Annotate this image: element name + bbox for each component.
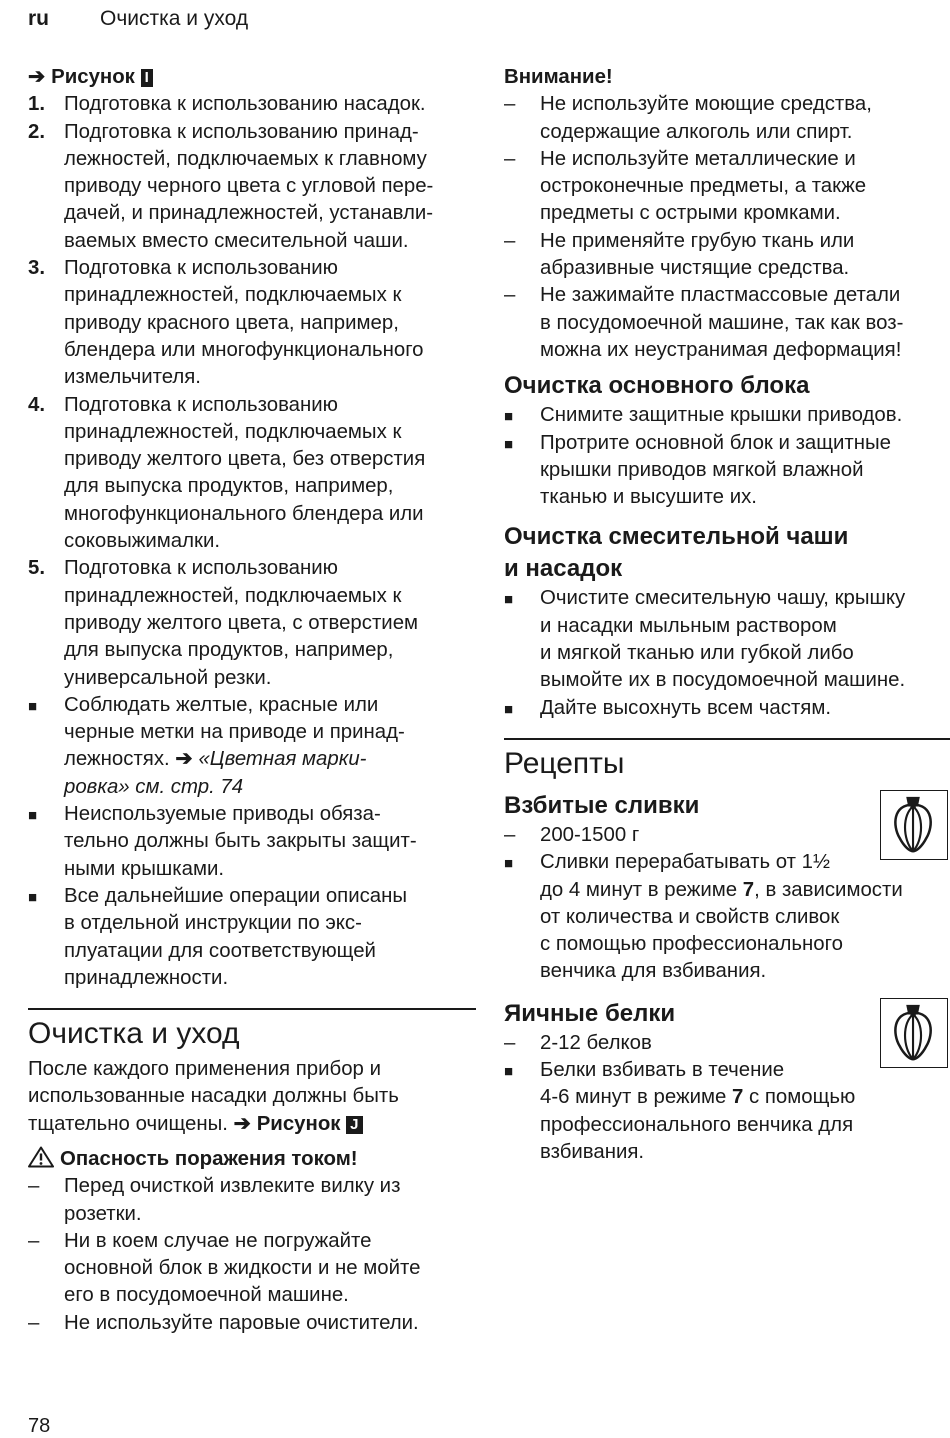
recipe-title: Взбитые сливки <box>504 791 700 819</box>
recipes-title: Рецепты <box>504 746 625 780</box>
dash-item: – 200-1500 г <box>504 822 950 849</box>
page-number: 78 <box>28 1415 51 1437</box>
bullet-item: ■ Белки взбивать в течение 4-6 минут в режиме 7 с помощью профессионального венчика для взбивания. <box>504 1059 856 1163</box>
bullet-item: ■ Дайте высохнуть всем частям. <box>504 695 950 722</box>
square-bullet-icon: ■ <box>28 807 38 825</box>
recipe-amount: 200-1500 г <box>540 823 640 846</box>
intro-paragraph: После каждого применения прибор и использованные насадки должны быть тщательно очищены. ➔ Рисунок J <box>28 1056 476 1138</box>
dash-item: – Ни в коем случае не погружайте основной блок в жидкости и не мойте его в посудомоечной машине. <box>28 1229 421 1307</box>
speed-mode: 7 <box>732 1086 744 1109</box>
dash-item: – Не применяйте грубую ткань или абразивные чистящие средства. <box>504 229 855 280</box>
bullet-item: ■ Протрите основной блок и защитные крышки приводов мягкой влажной тканью и высушите их. <box>504 431 892 509</box>
right-column <box>504 64 950 1166</box>
dash-item: – Не зажимайте пластмассовые детали в посудомоечной машине, так как воз- можна их неустранимая деформация! <box>504 284 904 361</box>
list-item: 3. Подготовка к использованию принадлежностей, подключаемых к приводу красного цвета, например, блендера или многофункционального измельчителя. <box>28 257 424 389</box>
square-bullet-icon: ■ <box>504 435 514 453</box>
square-bullet-icon: ■ <box>504 591 514 609</box>
list-item: 2. Подготовка к использованию принад- лежностей, подключаемых к главному приводу черного цвета с угловой пере- дачей, и принадлежностей, устанавли- ваемых вместо смесительной чаши. <box>28 120 434 252</box>
warning-heading: Опасность поражения током! <box>28 1146 476 1173</box>
bullet-item: ■ Соблюдать желтые, красные или черные метки на приводе и принад- лежностях. ➔ «Цветная марки- ровка» см. стр. 74 <box>28 693 405 798</box>
figure-reference: ➔ Рисунок I <box>28 64 476 91</box>
recipe-whipped-cream <box>504 790 950 986</box>
cross-reference-link[interactable]: «Цветная марки- <box>198 748 367 771</box>
section-divider <box>28 1008 476 1010</box>
bullet-item: ■ Все дальнейшие операции описаны в отдельной инструкции по экс- плуатации для соответствующей принадлежности. <box>28 884 408 989</box>
square-bullet-icon: ■ <box>504 700 514 718</box>
language-code: ru <box>28 7 49 30</box>
figure-letter-badge: J <box>346 1116 362 1134</box>
list-item: 5. Подготовка к использованию принадлежностей, подключаемых к приводу желтого цвета, с отверстием для выпуска продуктов, например, универсальной резки. <box>28 557 419 689</box>
recipe-egg-whites <box>504 998 950 1166</box>
running-header <box>28 6 249 32</box>
bullet-item: ■ Сливки перерабатывать от 1½ до 4 минут в режиме 7, в зависимости от количества и свойств сливок с помощью профессионального венчика для взбивания. <box>504 851 903 983</box>
dash-item: – Перед очисткой извлеките вилку из розетки. <box>28 1175 401 1225</box>
square-bullet-icon: ■ <box>504 408 514 426</box>
bowl-cleaning-heading: Очистка смесительной чаши и насадок <box>504 523 849 583</box>
bullet-item: ■ Очистите смесительную чашу, крышку и насадки мыльным раствором и мягкой тканью или губкой либо вымойте их в посудомоечной машине. <box>504 587 906 692</box>
base-cleaning-heading: Очистка основного блока <box>504 372 810 400</box>
dash-item: – Не используйте паровые очистители. <box>28 1311 419 1334</box>
recipe-title: Яичные белки <box>504 999 676 1027</box>
left-column <box>28 64 476 1337</box>
arrow-right-icon: ➔ <box>28 66 46 88</box>
square-bullet-icon: ■ <box>28 697 38 715</box>
dash-item: – 2-12 белков <box>504 1030 950 1057</box>
speed-mode: 7 <box>742 878 755 901</box>
square-bullet-icon: ■ <box>504 855 514 873</box>
bullet-item: ■ Неиспользуемые приводы обяза- тельно должны быть закрыты защит- ными крышками. <box>28 803 417 880</box>
square-bullet-icon: ■ <box>28 888 38 906</box>
dash-item: – Не используйте металлические и остроконечные предметы, а также предметы с острыми кромками. <box>504 147 867 225</box>
steps-list <box>28 91 476 692</box>
square-bullet-icon: ■ <box>504 1063 514 1081</box>
section-title: Очистка и уход <box>28 1017 240 1051</box>
list-item: 4. Подготовка к использованию принадлежностей, подключаемых к приводу желтого цвета, без отверстия для выпуска продуктов, например, многофункционального блендера или соковыжималки. <box>28 393 426 553</box>
arrow-right-icon: ➔ <box>175 748 193 771</box>
warning-triangle-icon <box>28 1146 54 1168</box>
attention-heading: Внимание! <box>504 66 613 88</box>
dash-item: – Не используйте моющие средства, содержащие алкоголь или спирт. <box>504 93 872 143</box>
header-title: Очистка и уход <box>100 7 249 30</box>
list-item: 1. Подготовка к использованию насадок. <box>28 93 426 116</box>
bullet-item: ■ Снимите защитные крышки приводов. <box>504 402 950 429</box>
arrow-right-icon: ➔ <box>233 1112 251 1135</box>
recipe-amount: 2-12 белков <box>540 1031 652 1054</box>
figure-letter-badge: I <box>141 69 153 87</box>
section-divider <box>504 738 950 740</box>
